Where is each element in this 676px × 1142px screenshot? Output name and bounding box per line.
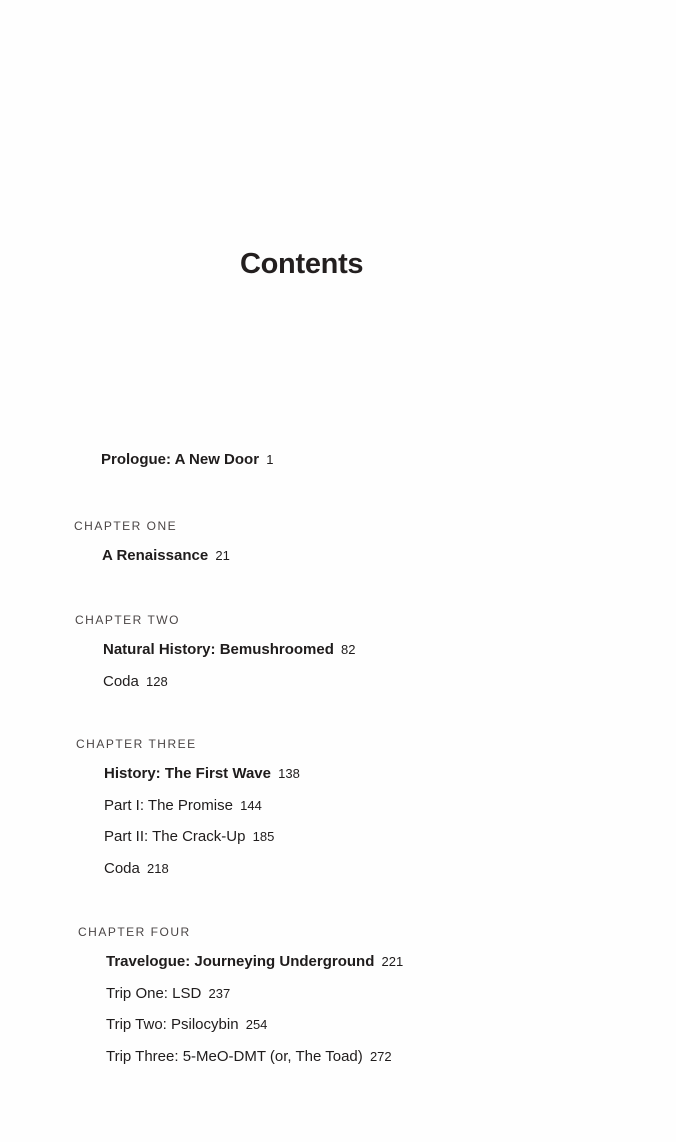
- toc-entry-page-number: 144: [240, 797, 262, 813]
- chapter-entries: [106, 953, 403, 1066]
- toc-entry: [106, 953, 403, 971]
- toc-entry: [104, 860, 300, 878]
- toc-entry-page-number: 254: [245, 1017, 268, 1032]
- toc-entry-label: Trip One: LSD: [106, 984, 202, 1002]
- toc-entry-prologue: [101, 451, 273, 469]
- toc-entry: [106, 985, 403, 1003]
- toc-entry-label: Part II: The Crack-Up: [104, 828, 246, 845]
- chapter-heading: CHAPTER FOUR: [78, 925, 191, 939]
- toc-entry-page-number: 272: [369, 1048, 392, 1064]
- toc-entry-label: Coda: [104, 859, 140, 877]
- toc-entry-page-number: 128: [146, 673, 168, 689]
- toc-entry-label: Natural History: Bemushroomed: [103, 641, 334, 658]
- toc-entry: [104, 797, 300, 815]
- toc-entry-label: Prologue: A New Door: [101, 451, 260, 468]
- toc-entry-page-number: 185: [252, 829, 275, 844]
- toc-entry: [103, 641, 356, 659]
- toc-entry-label: Travelogue: Journeying Underground: [106, 953, 375, 970]
- chapter-three-section: [76, 737, 300, 878]
- chapter-two-section: [75, 613, 356, 691]
- toc-entry-page-number: 237: [208, 985, 231, 1001]
- toc-entry-label: Trip Two: Psilocybin: [106, 1016, 239, 1033]
- toc-entry-page-number: 1: [266, 452, 274, 467]
- toc-entry-page-number: 138: [278, 766, 300, 781]
- toc-entry: [102, 547, 230, 565]
- toc-entry-label: Part I: The Promise: [104, 796, 233, 814]
- toc-entry-page-number: 221: [381, 954, 404, 969]
- toc-entry: [106, 1016, 403, 1034]
- toc-entry-label: A Renaissance: [102, 547, 209, 564]
- chapter-four-section: [78, 925, 403, 1066]
- chapter-heading: CHAPTER TWO: [75, 613, 180, 627]
- toc-entry-label: History: The First Wave: [104, 765, 271, 782]
- toc-entry-label: Trip Three: 5-MeO-DMT (or, The Toad): [106, 1047, 363, 1065]
- chapter-heading: CHAPTER ONE: [74, 519, 178, 533]
- toc-entry-page-number: 21: [215, 548, 230, 563]
- page-title: Contents: [240, 248, 364, 280]
- toc-entry-page-number: 82: [341, 642, 356, 657]
- toc-entry: [103, 673, 356, 691]
- toc-entry: [104, 765, 300, 783]
- chapter-entries: [102, 547, 230, 565]
- toc-entry-page-number: 218: [147, 860, 169, 876]
- toc-entry: [106, 1048, 403, 1066]
- chapter-entries: [103, 641, 356, 691]
- toc-entry: [104, 828, 300, 846]
- toc-entry-label: Coda: [103, 672, 139, 690]
- chapter-one-section: [74, 519, 230, 565]
- chapter-entries: [104, 765, 300, 878]
- chapter-heading: CHAPTER THREE: [76, 737, 197, 751]
